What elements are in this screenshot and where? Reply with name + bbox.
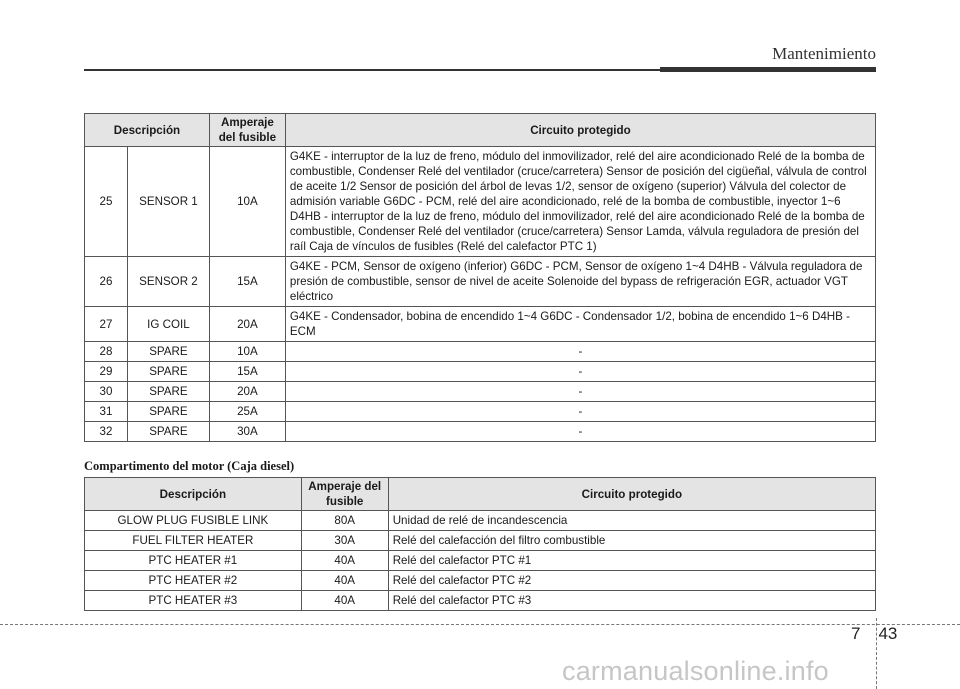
fuse-circuit: - [285,402,875,422]
fuse-circuit: Relé del calefactor PTC #2 [388,571,875,591]
fuse-circuit: Unidad de relé de incandescencia [388,511,875,531]
header-circuit: Circuito protegido [285,114,875,147]
fuse-amperage: 10A [209,342,285,362]
table-header-row [85,478,876,511]
fuse-name: GLOW PLUG FUSIBLE LINK [85,511,302,531]
fuse-name: SPARE [127,382,209,402]
header-amperage: Amperaje del fusible [209,114,285,147]
fuse-circuit: - [285,362,875,382]
chapter-number: 7 [851,624,861,643]
fuse-name: PTC HEATER #2 [85,571,302,591]
table-row [85,147,876,257]
fuse-number: 32 [85,422,128,442]
header-rule [84,69,660,71]
fuse-circuit: - [285,342,875,362]
header-description: Descripción [85,114,210,147]
fuse-name: IG COIL [127,307,209,342]
table-row [85,551,876,571]
fuse-circuit: G4KE - Condensador, bobina de encendido 1~4 G6DC - Condensador 1/2, bobina de encendido 1~6 D4HB - ECM [285,307,875,342]
fuse-circuit: - [285,382,875,402]
fuse-circuit: Relé del calefactor PTC #1 [388,551,875,571]
fuse-amperage: 10A [209,147,285,257]
table-row [85,342,876,362]
fuse-name: FUEL FILTER HEATER [85,531,302,551]
fuse-number: 27 [85,307,128,342]
header-circuit: Circuito protegido [388,478,875,511]
table-row [85,307,876,342]
header-description: Descripción [85,478,302,511]
fuse-number: 25 [85,147,128,257]
fuse-number: 28 [85,342,128,362]
fuse-amperage: 40A [301,571,388,591]
table-header-row [85,114,876,147]
fuse-name: SPARE [127,402,209,422]
page-number [851,624,897,644]
fuse-amperage: 25A [209,402,285,422]
table-row [85,402,876,422]
fuse-amperage: 15A [209,362,285,382]
fuse-circuit: G4KE - interruptor de la luz de freno, módulo del inmovilizador, relé del aire acondicionado Relé de la bomba de combustible, Condenser Relé del ventilador (cruce/carretera) Sensor de posición del cigüeñal, válvula de control de aceite 1/2 Sensor de posición del árbol de levas 1/2, sensor de oxígeno (superior) Válvula del colector de admisión variable G6DC - PCM, relé del aire acondicionado, relé de la bomba de combustible, inyector 1~6 D4HB - interruptor de la luz de freno, módulo del inmovilizador, relé del aire acondicionado Relé de la bomba de combustible, Condenser Relé del ventilador (cruce/carretera) Sensor Lamda, válvula reguladora de presión del raíl Caja de vínculos de fusibles (Relé del calefactor PTC 1) [285,147,875,257]
page-number-value: 43 [878,624,898,643]
fuse-name: SENSOR 2 [127,257,209,307]
fuse-amperage: 40A [301,591,388,611]
table-row [85,257,876,307]
fuse-number: 26 [85,257,128,307]
fuse-circuit: G4KE - PCM, Sensor de oxígeno (inferior) G6DC - PCM, Sensor de oxígeno 1~4 D4HB - Válvula reguladora de presión de combustible, sensor de nivel de aceite Solenoide del bypass de refrigeración EGR, actuador VGT eléctrico [285,257,875,307]
table-row [85,382,876,402]
fuse-name: PTC HEATER #1 [85,551,302,571]
fuse-amperage: 20A [209,382,285,402]
fuse-table-main [84,113,876,442]
fuse-amperage: 15A [209,257,285,307]
watermark: carmanualsonline.info [562,656,829,686]
table-row [85,511,876,531]
footer-rule [0,624,960,625]
fuse-name: SPARE [127,362,209,382]
fuse-amperage: 80A [301,511,388,531]
fuse-amperage: 30A [209,422,285,442]
fuse-amperage: 20A [209,307,285,342]
fuse-circuit: Relé del calefacción del filtro combustible [388,531,875,551]
fuse-name: SPARE [127,342,209,362]
fuse-number: 29 [85,362,128,382]
table-row [85,571,876,591]
section-heading: Mantenimiento [772,44,876,63]
fuse-number: 30 [85,382,128,402]
fuse-amperage: 40A [301,551,388,571]
fuse-circuit: - [285,422,875,442]
fuse-table-diesel [84,477,876,611]
header-amperage: Amperaje del fusible [301,478,388,511]
table-row [85,531,876,551]
fuse-amperage: 30A [301,531,388,551]
table-row [85,422,876,442]
fuse-circuit: Relé del calefactor PTC #3 [388,591,875,611]
fuse-name: PTC HEATER #3 [85,591,302,611]
table-row [85,362,876,382]
fuse-name: SPARE [127,422,209,442]
table-row [85,591,876,611]
fuse-name: SENSOR 1 [127,147,209,257]
header-rule-thick [660,67,876,72]
section-title-diesel-box: Compartimento del motor (Caja diesel) [84,459,295,473]
fuse-number: 31 [85,402,128,422]
